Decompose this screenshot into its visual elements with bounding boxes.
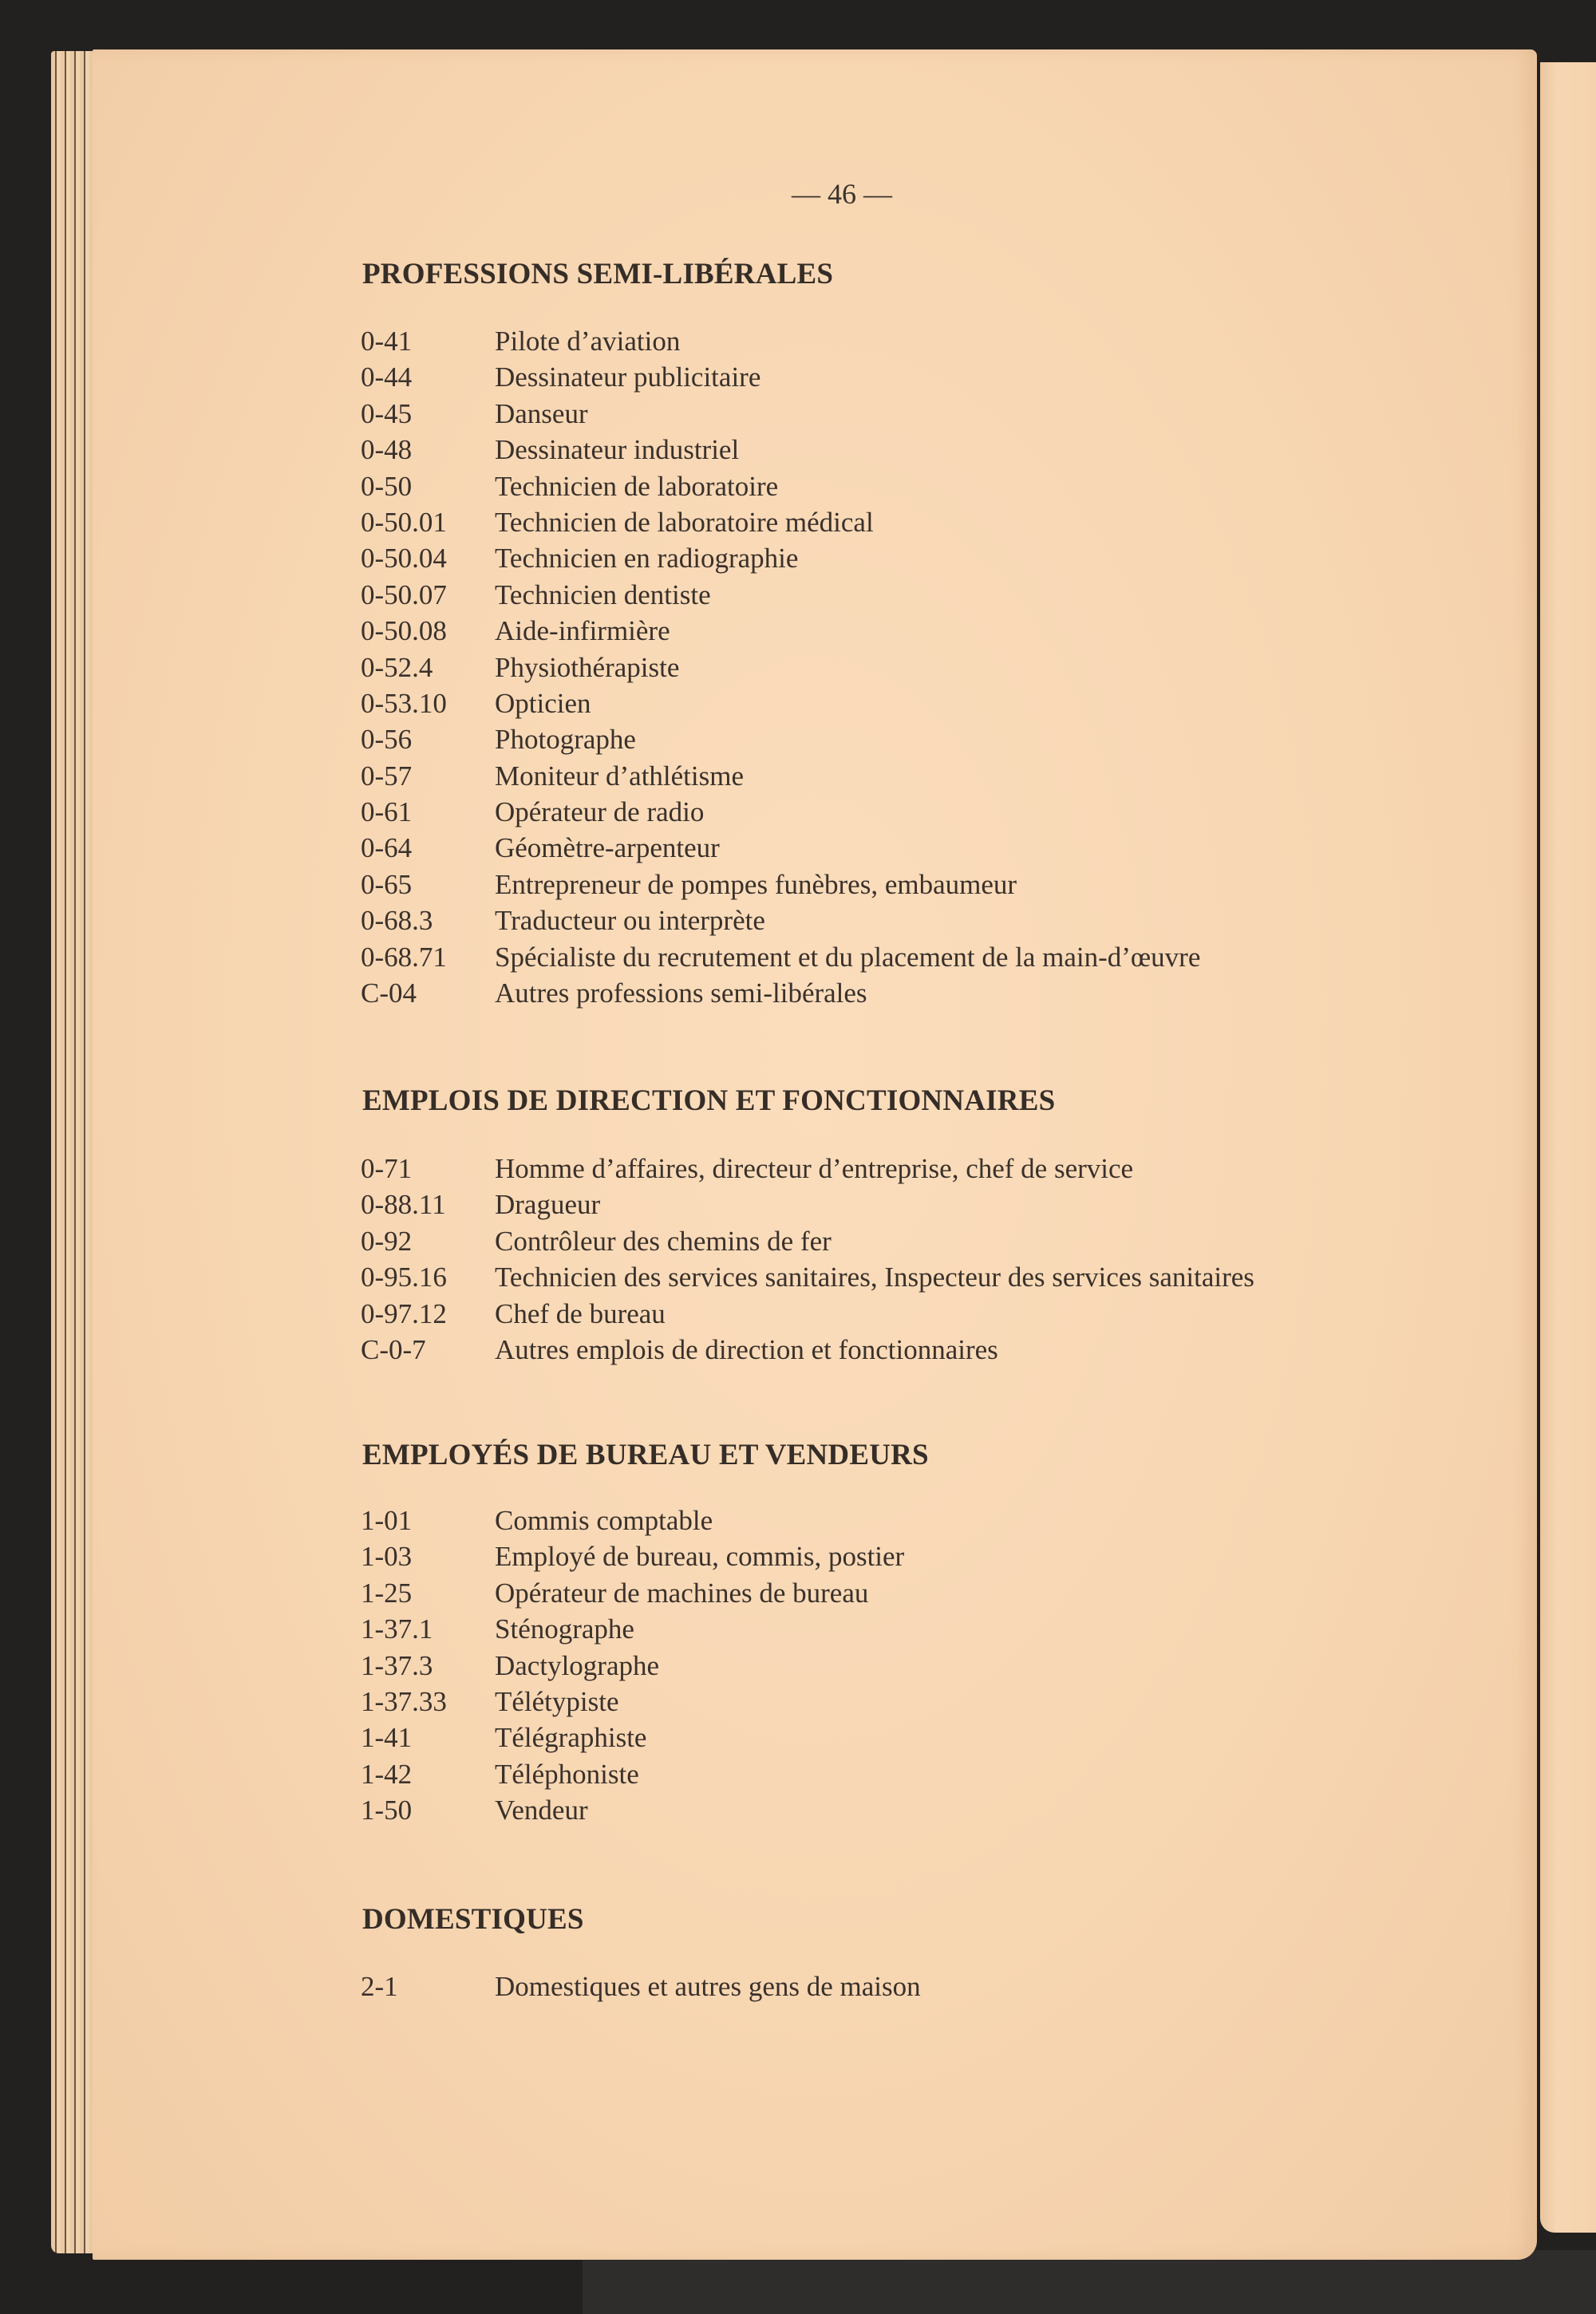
occupation-label: Contrôleur des chemins de fer [495, 1225, 832, 1257]
list-item [361, 1686, 904, 1722]
list-item [361, 1334, 1254, 1370]
list-item [361, 1298, 1254, 1334]
occupation-code: C-0-7 [361, 1333, 426, 1365]
occupation-label: Homme d’affaires, directeur d’entreprise, chef de service [495, 1153, 1134, 1184]
occupation-code: 0-64 [361, 832, 413, 864]
occupation-label: Photographe [495, 724, 636, 756]
occupation-label: Opticien [495, 687, 591, 719]
list-item [361, 796, 1200, 832]
occupation-code: 1-01 [361, 1505, 413, 1536]
occupation-label: Dessinateur industriel [495, 434, 740, 466]
occupation-label: Opérateur de machines de bureau [495, 1577, 869, 1609]
list-employes-bureau [361, 1505, 904, 1831]
occupation-label: Dessinateur publicitaire [495, 361, 761, 393]
occupation-code: 0-53.10 [361, 687, 447, 719]
occupation-code: 0-50.08 [361, 615, 447, 647]
occupation-code: 0-50.01 [361, 506, 447, 538]
occupation-code: 0-68.71 [361, 941, 447, 973]
occupation-code: 1-41 [361, 1722, 413, 1754]
occupation-code: 0-97.12 [361, 1297, 447, 1329]
list-item [361, 1971, 921, 2007]
section-title-emplois-direction: EMPLOIS DE DIRECTION ET FONCTIONNAIRES [362, 1084, 1056, 1117]
list-item [361, 1505, 904, 1541]
occupation-label: Technicien en radiographie [495, 543, 799, 575]
list-item [361, 1541, 904, 1577]
occupation-label: Autres professions semi-libérales [495, 977, 867, 1009]
list-item [361, 507, 1200, 543]
occupation-label: Autres emplois de direction et fonctionnaires [495, 1333, 998, 1365]
list-item [361, 1613, 904, 1649]
facing-page-edge [1540, 62, 1596, 2233]
occupation-label: Technicien des services sanitaires, Inspecteur des services sanitaires [495, 1262, 1254, 1293]
occupation-label: Moniteur d’athlétisme [495, 760, 745, 792]
occupation-code: 0-56 [361, 724, 413, 756]
occupation-code: 0-68.3 [361, 905, 433, 937]
list-item [361, 1189, 1254, 1225]
occupation-code: 0-52.4 [361, 651, 433, 683]
section-title-professions-semi-liberales: PROFESSIONS SEMI-LIBÉRALES [362, 258, 834, 290]
occupation-code: 0-50 [361, 470, 413, 502]
list-item [361, 1650, 904, 1686]
occupation-code: C-04 [361, 977, 417, 1009]
occupation-label: Spécialiste du recrutement et du placement de la main-d’œuvre [495, 941, 1201, 973]
list-item [361, 1722, 904, 1758]
occupation-label: Opérateur de radio [495, 796, 705, 828]
occupation-code: 1-37.33 [361, 1685, 447, 1717]
list-item [361, 1226, 1254, 1262]
page-stack-edges [51, 51, 99, 2253]
list-item [361, 471, 1200, 507]
occupation-code: 0-48 [361, 434, 413, 466]
list-item [361, 1153, 1254, 1189]
occupation-code: 0-45 [361, 397, 413, 429]
occupation-code: 0-88.11 [361, 1189, 446, 1221]
list-item [361, 832, 1200, 868]
list-item [361, 905, 1200, 941]
occupation-label: Technicien dentiste [495, 578, 711, 610]
list-item [361, 398, 1200, 434]
list-item [361, 869, 1200, 905]
occupation-code: 2-1 [361, 1971, 398, 2002]
occupation-code: 1-03 [361, 1541, 413, 1573]
list-emplois-direction [361, 1153, 1254, 1370]
occupation-label: Vendeur [495, 1795, 588, 1826]
list-professions-semi-liberales [361, 326, 1200, 1013]
list-item [361, 1795, 904, 1830]
occupation-label: Télégraphiste [495, 1722, 647, 1754]
list-item [361, 652, 1200, 688]
occupation-label: Sténographe [495, 1613, 634, 1645]
list-item [361, 1759, 904, 1795]
page-number: — 46 — [792, 178, 892, 210]
occupation-label: Pilote d’aviation [495, 326, 681, 357]
occupation-label: Téléphoniste [495, 1758, 639, 1790]
occupation-code: 0-61 [361, 796, 413, 828]
occupation-label: Physiothérapiste [495, 651, 680, 683]
occupation-code: 0-92 [361, 1225, 413, 1257]
occupation-code: 0-95.16 [361, 1262, 447, 1293]
occupation-label: Chef de bureau [495, 1297, 666, 1329]
occupation-label: Aide-infirmière [495, 615, 670, 647]
occupation-label: Danseur [495, 397, 588, 429]
list-item [361, 1578, 904, 1613]
list-item [361, 688, 1200, 724]
occupation-label: Technicien de laboratoire [495, 470, 779, 502]
occupation-code: 1-37.3 [361, 1649, 433, 1681]
occupation-code: 0-41 [361, 326, 413, 357]
occupation-code: 1-42 [361, 1758, 413, 1790]
list-item [361, 543, 1200, 578]
list-item [361, 361, 1200, 397]
occupation-code: 1-25 [361, 1577, 413, 1609]
occupation-label: Employé de bureau, commis, postier [495, 1541, 905, 1573]
occupation-label: Entrepreneur de pompes funèbres, embaumeur [495, 868, 1017, 900]
section-title-domestiques: DOMESTIQUES [362, 1903, 584, 1936]
occupation-code: 0-71 [361, 1153, 413, 1184]
background-right [583, 2250, 1596, 2314]
occupation-label: Dactylographe [495, 1649, 660, 1681]
occupation-label: Domestiques et autres gens de maison [495, 1971, 921, 2002]
occupation-label: Géomètre-arpenteur [495, 832, 720, 864]
occupation-code: 0-57 [361, 760, 413, 792]
list-item [361, 434, 1200, 470]
list-item [361, 760, 1200, 796]
occupation-code: 0-50.07 [361, 578, 447, 610]
list-item [361, 326, 1200, 361]
list-item [361, 724, 1200, 760]
list-item [361, 615, 1200, 651]
section-title-employes-bureau: EMPLOYÉS DE BUREAU ET VENDEURS [362, 1439, 929, 1471]
occupation-label: Commis comptable [495, 1505, 713, 1536]
list-item [361, 977, 1200, 1013]
occupation-label: Traducteur ou interprète [495, 905, 765, 937]
occupation-code: 0-44 [361, 361, 413, 393]
list-item [361, 579, 1200, 615]
occupation-code: 1-50 [361, 1795, 413, 1826]
occupation-code: 0-50.04 [361, 543, 447, 575]
occupation-label: Dragueur [495, 1189, 601, 1221]
occupation-code: 1-37.1 [361, 1613, 433, 1645]
occupation-code: 0-65 [361, 868, 413, 900]
list-item [361, 942, 1200, 977]
list-item [361, 1262, 1254, 1297]
occupation-label: Technicien de laboratoire médical [495, 506, 874, 538]
occupation-label: Télétypiste [495, 1685, 619, 1717]
list-domestiques [361, 1971, 921, 2007]
